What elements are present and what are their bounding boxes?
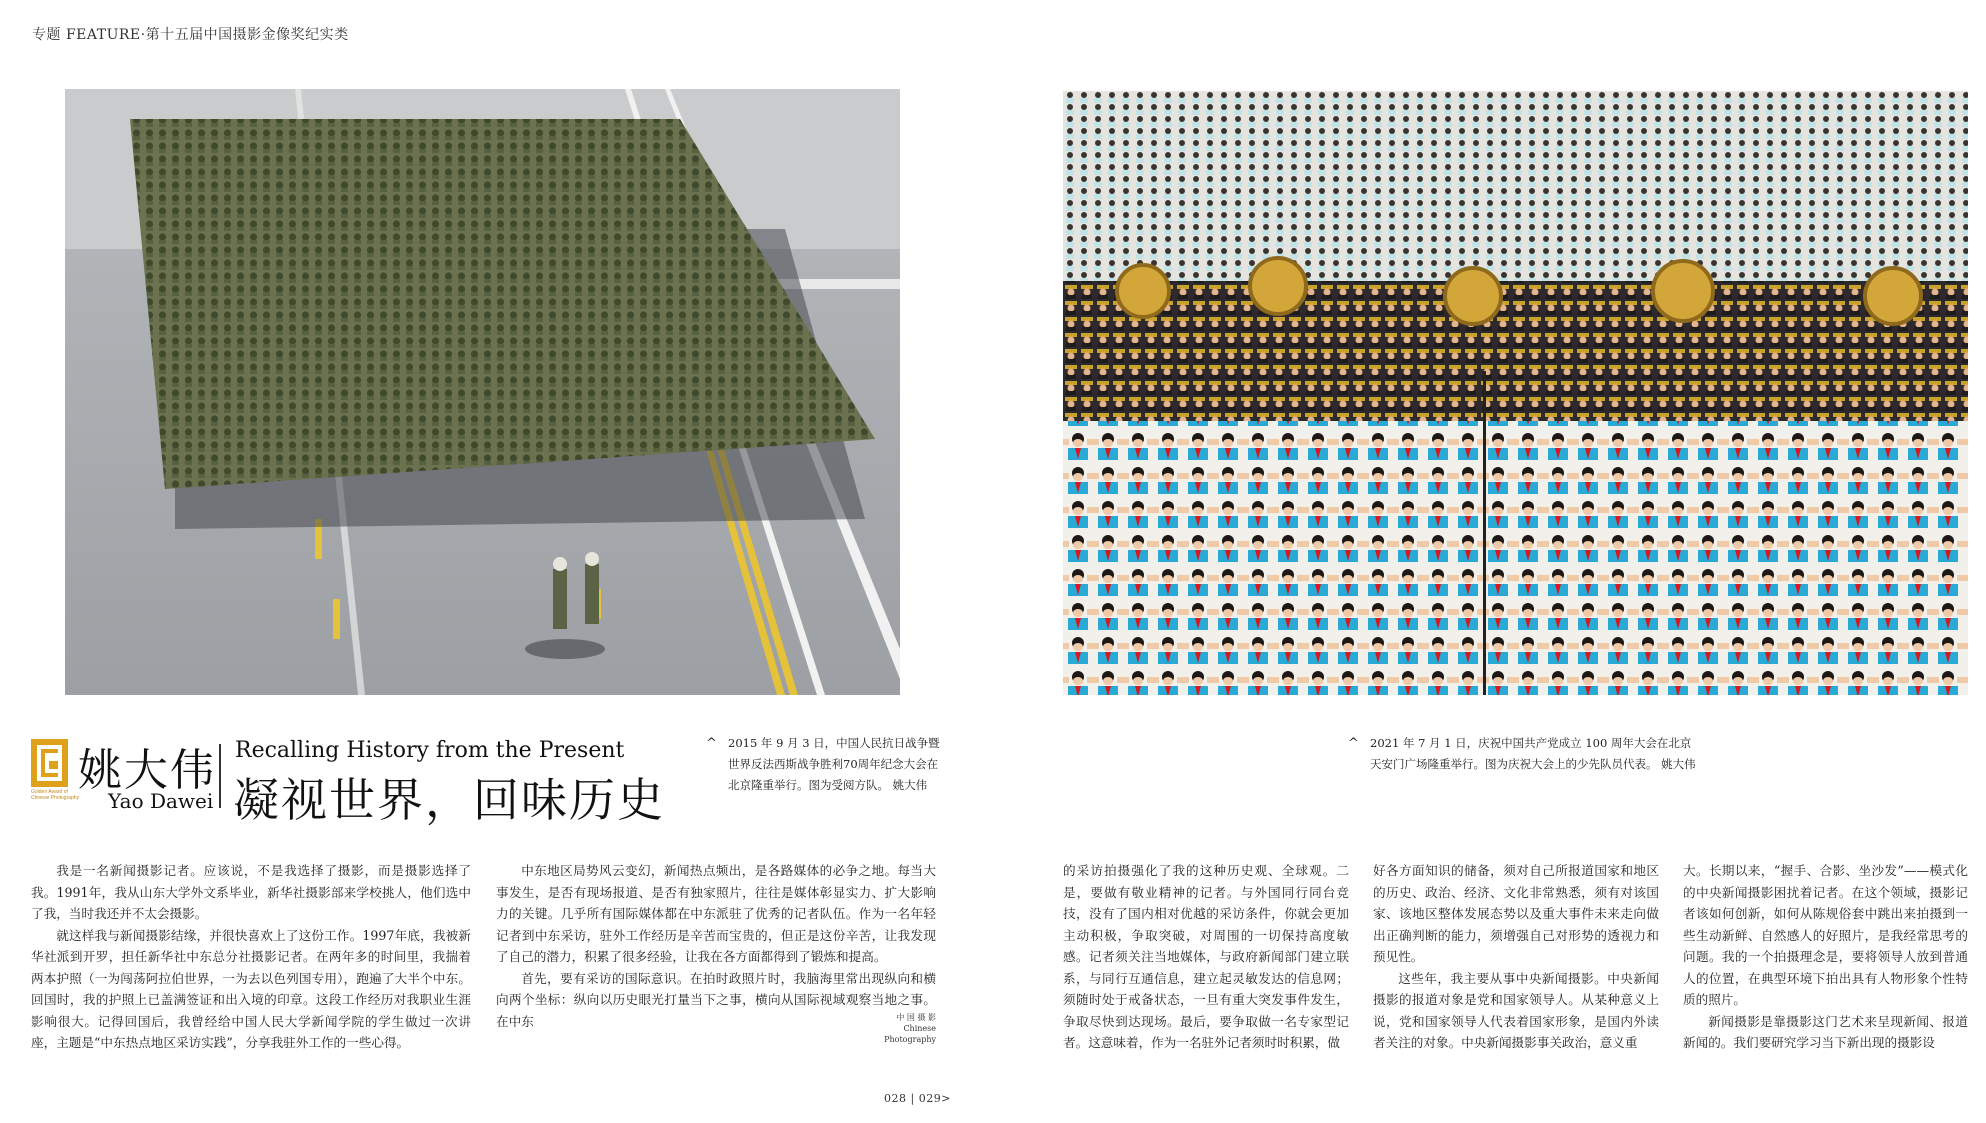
article-title-zh: 凝视世界，回味历史 xyxy=(233,773,665,827)
paragraph: 中东地区局势风云变幻，新闻热点频出，是各路媒体的必争之地。每当大事发生，是否有现场报道、是否有独家照片，往往是媒体彰显实力、扩大影响力的关键。几乎所有国际媒体都在中东派驻了优秀的记者队伍。作为一名年轻记者到中东采访，驻外工作经历是辛苦而宝贵的，但正是这份辛苦，让我发现了自己的潜力，积累了很多经验，让我在各方面都得到了锻炼和提高。 xyxy=(496,863,936,964)
paragraph: 大。长期以来，“握手、合影、坐沙发”——模式化的中央新闻摄影困扰着记者。在这个领域，摄影记者该如何创新，如何从陈规俗套中跳出来拍摄到一些生动新鲜、自然感人的好照片，是我经常思考的问题。我的一个拍摄理念是，要将领导人放到普通人的位置，在典型环境下拍出具有人物形象个性特质的照片。 xyxy=(1683,863,1968,1007)
paragraph: 的采访拍摄强化了我的这种历史观、全球观。二是，要做有敬业精神的记者。与外国同行同台竞技，没有了国内相对优越的采访条件，你就会更加主动积极，争取突破，对周围的一切保持高度敏感。记者须关注当地媒体，与政府新闻部门建立联系，与同行互通信息，建立起灵敏发达的信息网；须随时处于戒备状态，一旦有重大突发事件发生，争取尽快到达现场。最后，要争取做一名专家型记者。这意味着，作为一名驻外记者须时时积累，做 xyxy=(1063,863,1349,1050)
photo-caption-right xyxy=(1348,733,1700,775)
paragraph: 新闻摄影是靠摄影这门艺术来呈现新闻、报道新闻的。我们要研究学习当下新出现的摄影设 xyxy=(1683,1013,1968,1050)
body-column-1 xyxy=(31,860,471,1054)
award-logo-icon xyxy=(31,739,68,787)
young-pioneers-ceremony-photo xyxy=(1063,91,1968,695)
paragraph: 这些年，我主要从事中央新闻摄影。中央新闻摄影的报道对象是党和国家领导人。从某种意义上说，党和国家领导人代表着国家形象，是国内外读者关注的对象。中央新闻摄影事关政治，意义重 xyxy=(1373,970,1659,1050)
paragraph: 好各方面知识的储备，须对自己所报道国家和地区的历史、政治、经济、文化非常熟悉，须有对该国家、该地区整体发展态势以及重大事件未来走向做出正确判断的能力，须增强自己对形势的透视力和预见性。 xyxy=(1373,863,1659,964)
body-column-3 xyxy=(1063,860,1349,1054)
paragraph: 我是一名新闻摄影记者。应该说，不是我选择了摄影，而是摄影选择了我。1991年，我从山东大学外文系毕业，新华社摄影部来学校挑人，他们选中了我，当时我还并不太会摄影。 xyxy=(31,863,471,921)
page-number: 028 | 029> xyxy=(884,1092,951,1105)
caption-right-text: 2021 年 7 月 1 日，庆祝中国共产党成立 100 周年大会在北京天安门广场隆重举行。图为庆祝大会上的少先队员代表。 姚大伟 xyxy=(1370,736,1696,771)
photo-caption-left xyxy=(706,733,940,796)
author-name-en: Yao Dawei xyxy=(108,789,214,813)
magazine-logo-en-1: Chinese xyxy=(903,1024,936,1033)
military-parade-photo xyxy=(65,89,900,695)
magazine-logo xyxy=(876,1012,936,1045)
award-logo-mark xyxy=(31,739,68,787)
author-name-zh: 姚大伟 xyxy=(78,745,216,796)
magazine-logo-zh: 中 国 摄 影 xyxy=(896,1013,936,1022)
caret-up-icon: ^ xyxy=(1348,736,1359,751)
paragraph: 首先，要有采访的国际意识。在拍时政照片时，我脑海里常出现纵向和横向两个坐标：纵向以历史眼光打量当下之事，横向从国际视域观察当地之事。在中东 xyxy=(496,970,936,1029)
section-header: 专题 FEATURE·第十五届中国摄影金像奖纪实类 xyxy=(32,27,349,43)
body-column-4 xyxy=(1373,860,1659,1054)
body-column-5 xyxy=(1683,860,1968,1054)
caption-left-text: 2015 年 9 月 3 日，中国人民抗日战争暨世界反法西斯战争胜利70周年纪念大会在北京隆重举行。图为受阅方队。 姚大伟 xyxy=(728,736,940,792)
article-title-en: Recalling History from the Present xyxy=(235,738,625,763)
body-column-2 xyxy=(496,860,936,1032)
title-divider xyxy=(219,744,221,808)
magazine-logo-en-2: Photography xyxy=(884,1035,936,1044)
paragraph: 就这样我与新闻摄影结缘，并很快喜欢上了这份工作。1997年底，我被新华社派到开罗，担任新华社中东总分社摄影记者。在两年多的时间里，我揣着两本护照（一为闯荡阿拉伯世界，一为去以色列国专用），跑遍了大半个中东。回国时，我的护照上已盖满签证和出入境的印章。这段工作经历对我职业生涯影响很大。记得回国后，我曾经给中国人民大学新闻学院的学生做过一次讲座，主题是“中东热点地区采访实践”，分享我驻外工作的一些心得。 xyxy=(31,927,471,1050)
award-logo-caption: Golden Award of Chinese Photography xyxy=(31,789,80,801)
caret-up-icon: ^ xyxy=(706,736,717,751)
ceremony-illustration xyxy=(1063,91,1968,695)
parade-illustration xyxy=(65,89,900,695)
